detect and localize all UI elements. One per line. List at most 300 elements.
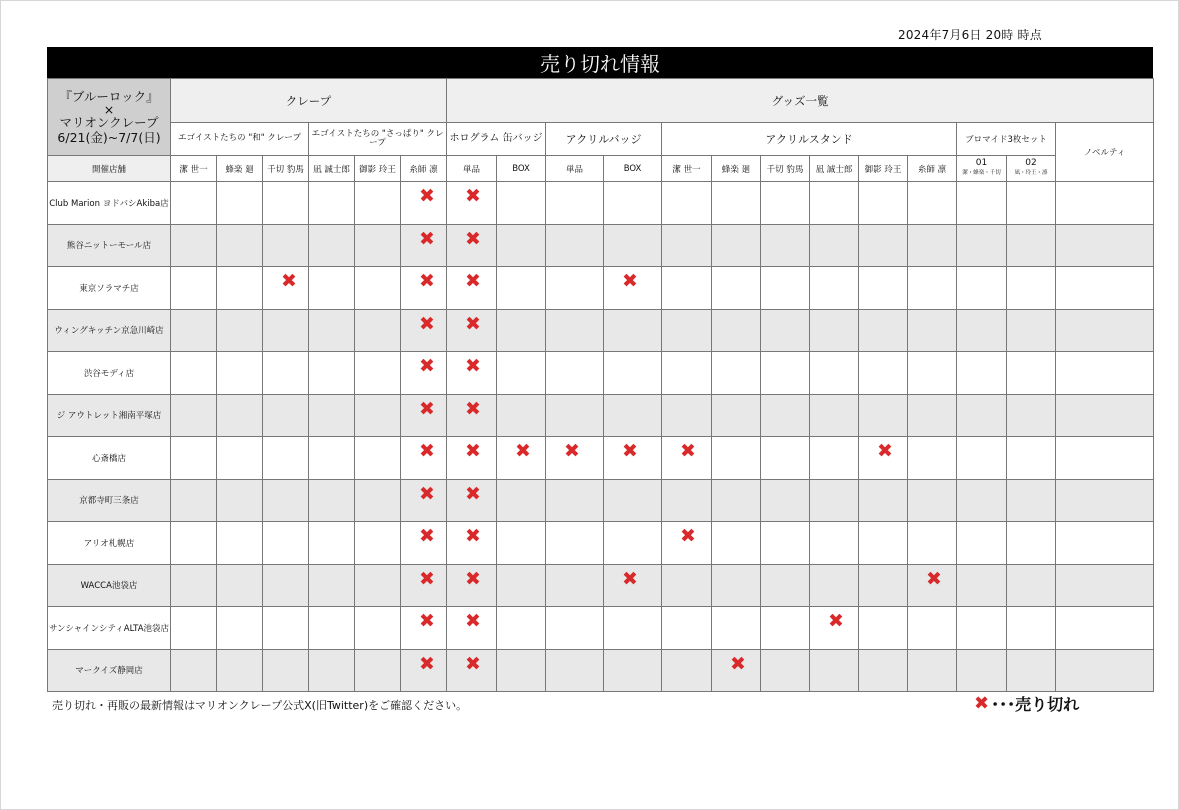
event-title-line2: × bbox=[103, 102, 115, 117]
sold-out-icon: ✖ bbox=[828, 610, 844, 633]
sold-out-icon: ✖ bbox=[465, 482, 481, 505]
status-cell bbox=[546, 352, 604, 395]
table-row bbox=[48, 564, 1154, 607]
status-cell bbox=[908, 267, 957, 310]
status-cell bbox=[355, 182, 401, 225]
status-cell bbox=[263, 182, 309, 225]
status-cell bbox=[662, 437, 712, 480]
subheader-crepe-wa: エゴイストたちの "和" クレープ bbox=[171, 123, 309, 156]
status-cell bbox=[810, 267, 859, 310]
status-cell bbox=[662, 479, 712, 522]
status-cell bbox=[171, 479, 217, 522]
status-cell bbox=[859, 309, 908, 352]
table-row bbox=[48, 267, 1154, 310]
sold-out-icon: ✖ bbox=[419, 270, 435, 293]
status-cell bbox=[859, 649, 908, 692]
status-cell bbox=[712, 522, 761, 565]
status-cell bbox=[497, 224, 546, 267]
status-cell bbox=[604, 309, 662, 352]
status-cell bbox=[355, 607, 401, 650]
table-row bbox=[48, 607, 1154, 650]
status-cell bbox=[957, 607, 1007, 650]
status-cell bbox=[604, 267, 662, 310]
status-cell bbox=[309, 224, 355, 267]
status-cell bbox=[447, 267, 497, 310]
status-cell bbox=[957, 267, 1007, 310]
status-cell bbox=[309, 394, 355, 437]
status-cell bbox=[859, 522, 908, 565]
status-cell bbox=[497, 522, 546, 565]
status-cell bbox=[957, 522, 1007, 565]
status-cell bbox=[957, 309, 1007, 352]
column-store: 開催店舗 bbox=[48, 156, 171, 182]
column-stand-nagi: 凪 誠士郎 bbox=[810, 156, 859, 182]
store-name: 京都寺町三条店 bbox=[48, 479, 171, 522]
sold-out-icon: ✖ bbox=[419, 397, 435, 420]
status-cell bbox=[217, 564, 263, 607]
status-cell bbox=[662, 267, 712, 310]
column-badge-box: BOX bbox=[604, 156, 662, 182]
status-cell bbox=[908, 564, 957, 607]
status-cell bbox=[447, 522, 497, 565]
status-cell bbox=[604, 522, 662, 565]
status-cell bbox=[309, 607, 355, 650]
sold-out-icon: ✖ bbox=[622, 440, 638, 463]
status-cell bbox=[171, 352, 217, 395]
store-name: アリオ札幌店 bbox=[48, 522, 171, 565]
status-cell bbox=[712, 267, 761, 310]
status-cell bbox=[263, 437, 309, 480]
column-badge-single: 単品 bbox=[546, 156, 604, 182]
status-cell bbox=[810, 479, 859, 522]
status-cell bbox=[401, 479, 447, 522]
status-cell bbox=[171, 224, 217, 267]
status-cell bbox=[401, 394, 447, 437]
sold-out-icon: ✖ bbox=[465, 227, 481, 250]
table-row bbox=[48, 309, 1154, 352]
status-cell bbox=[859, 182, 908, 225]
table-row bbox=[48, 224, 1154, 267]
table-row bbox=[48, 522, 1154, 565]
status-cell bbox=[447, 352, 497, 395]
status-cell bbox=[401, 522, 447, 565]
status-cell bbox=[546, 394, 604, 437]
column-bromide-01 bbox=[957, 156, 1007, 182]
sold-out-icon: ✖ bbox=[419, 355, 435, 378]
status-cell bbox=[1056, 352, 1154, 395]
status-cell bbox=[859, 267, 908, 310]
status-cell bbox=[604, 352, 662, 395]
status-cell bbox=[497, 267, 546, 310]
bromide-02-members: 凪・玲王・凛 bbox=[1014, 170, 1048, 176]
bromide-02-number: 02 bbox=[1025, 158, 1037, 168]
status-cell bbox=[309, 437, 355, 480]
status-cell bbox=[761, 182, 810, 225]
status-cell bbox=[447, 437, 497, 480]
legend bbox=[974, 692, 1079, 715]
status-cell bbox=[957, 479, 1007, 522]
status-cell bbox=[217, 607, 263, 650]
status-cell bbox=[604, 437, 662, 480]
sold-out-icon: ✖ bbox=[465, 355, 481, 378]
sold-out-icon: ✖ bbox=[465, 312, 481, 335]
event-title bbox=[48, 79, 171, 156]
status-cell bbox=[401, 649, 447, 692]
status-cell bbox=[712, 437, 761, 480]
status-cell bbox=[447, 607, 497, 650]
status-cell bbox=[712, 649, 761, 692]
status-cell bbox=[957, 224, 1007, 267]
status-cell bbox=[401, 564, 447, 607]
status-cell bbox=[355, 649, 401, 692]
status-cell bbox=[401, 224, 447, 267]
table-row bbox=[48, 479, 1154, 522]
status-cell bbox=[662, 182, 712, 225]
status-cell bbox=[1056, 267, 1154, 310]
sold-out-icon: ✖ bbox=[465, 185, 481, 208]
status-cell bbox=[401, 352, 447, 395]
store-name: 熊谷ニットーモール店 bbox=[48, 224, 171, 267]
table-row bbox=[48, 394, 1154, 437]
status-cell bbox=[497, 437, 546, 480]
column-stand-bachira: 蜂楽 廻 bbox=[712, 156, 761, 182]
status-cell bbox=[761, 309, 810, 352]
status-cell bbox=[1007, 479, 1056, 522]
subheader-hologram-badge: ホログラム 缶バッジ bbox=[447, 123, 546, 156]
section-goods: グッズ一覧 bbox=[447, 79, 1154, 123]
status-cell bbox=[497, 479, 546, 522]
sold-out-icon: ✖ bbox=[680, 525, 696, 548]
status-cell bbox=[1056, 394, 1154, 437]
status-cell bbox=[957, 564, 1007, 607]
status-cell bbox=[497, 607, 546, 650]
sold-out-icon: ✖ bbox=[564, 440, 580, 463]
status-cell bbox=[859, 224, 908, 267]
status-cell bbox=[497, 352, 546, 395]
status-cell bbox=[957, 394, 1007, 437]
event-title-line3: マリオンクレープ bbox=[59, 115, 159, 130]
status-cell bbox=[217, 352, 263, 395]
status-cell bbox=[401, 437, 447, 480]
status-cell bbox=[447, 649, 497, 692]
table-row bbox=[48, 649, 1154, 692]
status-cell bbox=[908, 309, 957, 352]
status-cell bbox=[859, 352, 908, 395]
sold-out-icon: ✖ bbox=[465, 610, 481, 633]
table-row bbox=[48, 182, 1154, 225]
store-name: WACCA池袋店 bbox=[48, 564, 171, 607]
sold-out-icon: ✖ bbox=[419, 227, 435, 250]
status-cell bbox=[957, 352, 1007, 395]
status-cell bbox=[171, 607, 217, 650]
status-cell bbox=[447, 309, 497, 352]
sold-out-table bbox=[47, 78, 1154, 692]
sold-out-icon: ✖ bbox=[465, 567, 481, 590]
status-cell bbox=[1007, 437, 1056, 480]
status-cell bbox=[1007, 224, 1056, 267]
sold-out-icon: ✖ bbox=[419, 525, 435, 548]
status-cell bbox=[908, 437, 957, 480]
status-cell bbox=[309, 479, 355, 522]
status-cell bbox=[604, 607, 662, 650]
status-cell bbox=[810, 224, 859, 267]
status-cell bbox=[1056, 224, 1154, 267]
status-cell bbox=[859, 437, 908, 480]
status-cell bbox=[1007, 649, 1056, 692]
column-crepe-chigiri: 千切 豹馬 bbox=[263, 156, 309, 182]
status-cell bbox=[712, 394, 761, 437]
column-crepe-nagi: 凪 誠士郎 bbox=[309, 156, 355, 182]
status-cell bbox=[604, 394, 662, 437]
status-cell bbox=[309, 267, 355, 310]
status-cell bbox=[309, 182, 355, 225]
status-cell bbox=[401, 309, 447, 352]
subheader-crepe-sappari: エゴイストたちの "さっぱり" クレープ bbox=[309, 123, 447, 156]
status-cell bbox=[497, 309, 546, 352]
status-cell bbox=[447, 479, 497, 522]
status-cell bbox=[712, 224, 761, 267]
subheader-acrylic-badge: アクリルバッジ bbox=[546, 123, 662, 156]
status-cell bbox=[217, 182, 263, 225]
status-cell bbox=[662, 224, 712, 267]
status-cell bbox=[604, 649, 662, 692]
status-cell bbox=[171, 649, 217, 692]
page-title: 売り切れ情報 bbox=[47, 47, 1153, 78]
status-cell bbox=[401, 182, 447, 225]
store-rows bbox=[48, 182, 1154, 692]
column-crepe-bachira: 蜂楽 廻 bbox=[217, 156, 263, 182]
status-cell bbox=[217, 649, 263, 692]
sold-out-icon: ✖ bbox=[419, 652, 435, 675]
status-cell bbox=[761, 394, 810, 437]
status-cell bbox=[217, 267, 263, 310]
status-cell bbox=[355, 394, 401, 437]
status-cell bbox=[355, 522, 401, 565]
status-cell bbox=[1007, 564, 1056, 607]
status-cell bbox=[908, 352, 957, 395]
status-cell bbox=[810, 309, 859, 352]
status-cell bbox=[712, 309, 761, 352]
status-cell bbox=[810, 182, 859, 225]
status-cell bbox=[1007, 182, 1056, 225]
status-cell bbox=[171, 564, 217, 607]
sold-out-icon: ✖ bbox=[419, 482, 435, 505]
status-cell bbox=[546, 437, 604, 480]
status-cell bbox=[355, 564, 401, 607]
sold-out-icon: ✖ bbox=[281, 270, 297, 293]
status-cell bbox=[1007, 309, 1056, 352]
status-cell bbox=[604, 224, 662, 267]
status-cell bbox=[712, 479, 761, 522]
status-cell bbox=[859, 479, 908, 522]
status-cell bbox=[761, 522, 810, 565]
status-cell bbox=[662, 564, 712, 607]
status-cell bbox=[761, 479, 810, 522]
subheader-acrylic-stand: アクリルスタンド bbox=[662, 123, 957, 156]
status-cell bbox=[1056, 607, 1154, 650]
status-cell bbox=[810, 522, 859, 565]
table-row bbox=[48, 437, 1154, 480]
status-cell bbox=[957, 182, 1007, 225]
status-cell bbox=[546, 649, 604, 692]
sold-out-icon: ✖ bbox=[465, 397, 481, 420]
status-cell bbox=[662, 522, 712, 565]
status-cell bbox=[546, 564, 604, 607]
status-cell bbox=[497, 182, 546, 225]
status-cell bbox=[546, 182, 604, 225]
event-title-line1: 『ブルーロック』 bbox=[59, 89, 159, 104]
status-cell bbox=[908, 224, 957, 267]
status-cell bbox=[217, 309, 263, 352]
status-cell bbox=[497, 394, 546, 437]
status-cell bbox=[546, 309, 604, 352]
status-cell bbox=[1056, 522, 1154, 565]
store-name: Club Marion ヨドバシAkiba店 bbox=[48, 182, 171, 225]
status-cell bbox=[908, 394, 957, 437]
status-cell bbox=[355, 437, 401, 480]
status-cell bbox=[447, 224, 497, 267]
column-hologram-single: 単品 bbox=[447, 156, 497, 182]
status-cell bbox=[712, 564, 761, 607]
section-crepe: クレープ bbox=[171, 79, 447, 123]
status-cell bbox=[1056, 437, 1154, 480]
sold-out-icon: ✖ bbox=[465, 652, 481, 675]
status-cell bbox=[1007, 522, 1056, 565]
sold-out-icon: ✖ bbox=[465, 525, 481, 548]
column-hologram-box: BOX bbox=[497, 156, 546, 182]
status-cell bbox=[859, 564, 908, 607]
store-name: 渋谷モディ店 bbox=[48, 352, 171, 395]
status-cell bbox=[810, 649, 859, 692]
table-row bbox=[48, 352, 1154, 395]
status-cell bbox=[309, 564, 355, 607]
status-cell bbox=[810, 564, 859, 607]
status-cell bbox=[859, 607, 908, 650]
status-cell bbox=[263, 649, 309, 692]
status-cell bbox=[810, 437, 859, 480]
store-name: 心斎橋店 bbox=[48, 437, 171, 480]
status-cell bbox=[908, 479, 957, 522]
status-cell bbox=[761, 607, 810, 650]
status-cell bbox=[263, 564, 309, 607]
status-cell bbox=[263, 607, 309, 650]
column-stand-mikage: 御影 玲王 bbox=[859, 156, 908, 182]
status-cell bbox=[908, 649, 957, 692]
store-name: ジ アウトレット湘南平塚店 bbox=[48, 394, 171, 437]
sold-out-icon: ✖ bbox=[419, 185, 435, 208]
status-cell bbox=[662, 394, 712, 437]
status-cell bbox=[217, 479, 263, 522]
timestamp: 2024年7月6日 20時 時点 bbox=[898, 28, 1042, 42]
status-cell bbox=[761, 352, 810, 395]
legend-label: ･･･売り切れ bbox=[991, 695, 1080, 714]
column-crepe-itoshi: 糸師 凛 bbox=[401, 156, 447, 182]
bromide-01-members: 潔・蜂楽・千切 bbox=[962, 170, 1001, 176]
status-cell bbox=[712, 607, 761, 650]
sold-out-icon: ✖ bbox=[680, 440, 696, 463]
status-cell bbox=[447, 394, 497, 437]
status-cell bbox=[497, 649, 546, 692]
store-name: サンシャインシティALTA池袋店 bbox=[48, 607, 171, 650]
column-bromide-02 bbox=[1007, 156, 1056, 182]
status-cell bbox=[957, 437, 1007, 480]
status-cell bbox=[263, 224, 309, 267]
status-cell bbox=[355, 267, 401, 310]
status-cell bbox=[957, 649, 1007, 692]
status-cell bbox=[810, 607, 859, 650]
sold-out-icon: ✖ bbox=[622, 567, 638, 590]
status-cell bbox=[604, 479, 662, 522]
status-cell bbox=[546, 224, 604, 267]
status-cell bbox=[546, 607, 604, 650]
status-cell bbox=[662, 309, 712, 352]
status-cell bbox=[355, 224, 401, 267]
column-crepe-mikage: 御影 玲王 bbox=[355, 156, 401, 182]
status-cell bbox=[908, 182, 957, 225]
status-cell bbox=[263, 479, 309, 522]
status-cell bbox=[447, 182, 497, 225]
status-cell bbox=[263, 352, 309, 395]
event-period: 6/21(金)~7/7(日) bbox=[57, 130, 161, 145]
status-cell bbox=[712, 352, 761, 395]
status-cell bbox=[263, 267, 309, 310]
status-cell bbox=[217, 522, 263, 565]
status-cell bbox=[604, 564, 662, 607]
status-cell bbox=[171, 522, 217, 565]
status-cell bbox=[761, 267, 810, 310]
status-cell bbox=[217, 224, 263, 267]
status-cell bbox=[1007, 352, 1056, 395]
column-stand-itoshi: 糸師 凛 bbox=[908, 156, 957, 182]
sold-out-icon: ✖ bbox=[419, 567, 435, 590]
status-cell bbox=[355, 479, 401, 522]
status-cell bbox=[171, 267, 217, 310]
status-cell bbox=[217, 437, 263, 480]
status-cell bbox=[263, 309, 309, 352]
bromide-01-number: 01 bbox=[975, 158, 988, 168]
store-name: ウィングキッチン京急川崎店 bbox=[48, 309, 171, 352]
store-name: 東京ソラマチ店 bbox=[48, 267, 171, 310]
status-cell bbox=[309, 309, 355, 352]
status-cell bbox=[761, 564, 810, 607]
status-cell bbox=[355, 352, 401, 395]
status-cell bbox=[546, 522, 604, 565]
status-cell bbox=[401, 607, 447, 650]
status-cell bbox=[355, 309, 401, 352]
status-cell bbox=[171, 182, 217, 225]
column-stand-isagi: 潔 世一 bbox=[662, 156, 712, 182]
sold-out-icon: ✖ bbox=[419, 312, 435, 335]
sold-out-icon: ✖ bbox=[419, 440, 435, 463]
status-cell bbox=[908, 522, 957, 565]
status-cell bbox=[1056, 479, 1154, 522]
sold-out-icon: ✖ bbox=[419, 610, 435, 633]
status-cell bbox=[171, 394, 217, 437]
status-cell bbox=[1056, 309, 1154, 352]
sold-out-icon: ✖ bbox=[730, 652, 746, 675]
status-cell bbox=[662, 352, 712, 395]
status-cell bbox=[401, 267, 447, 310]
column-stand-chigiri: 千切 豹馬 bbox=[761, 156, 810, 182]
sold-out-icon: ✖ bbox=[465, 440, 481, 463]
status-cell bbox=[859, 394, 908, 437]
status-cell bbox=[309, 522, 355, 565]
sold-out-icon: ✖ bbox=[465, 270, 481, 293]
status-cell bbox=[1007, 394, 1056, 437]
status-cell bbox=[1056, 182, 1154, 225]
status-cell bbox=[309, 352, 355, 395]
column-crepe-isagi: 潔 世一 bbox=[171, 156, 217, 182]
